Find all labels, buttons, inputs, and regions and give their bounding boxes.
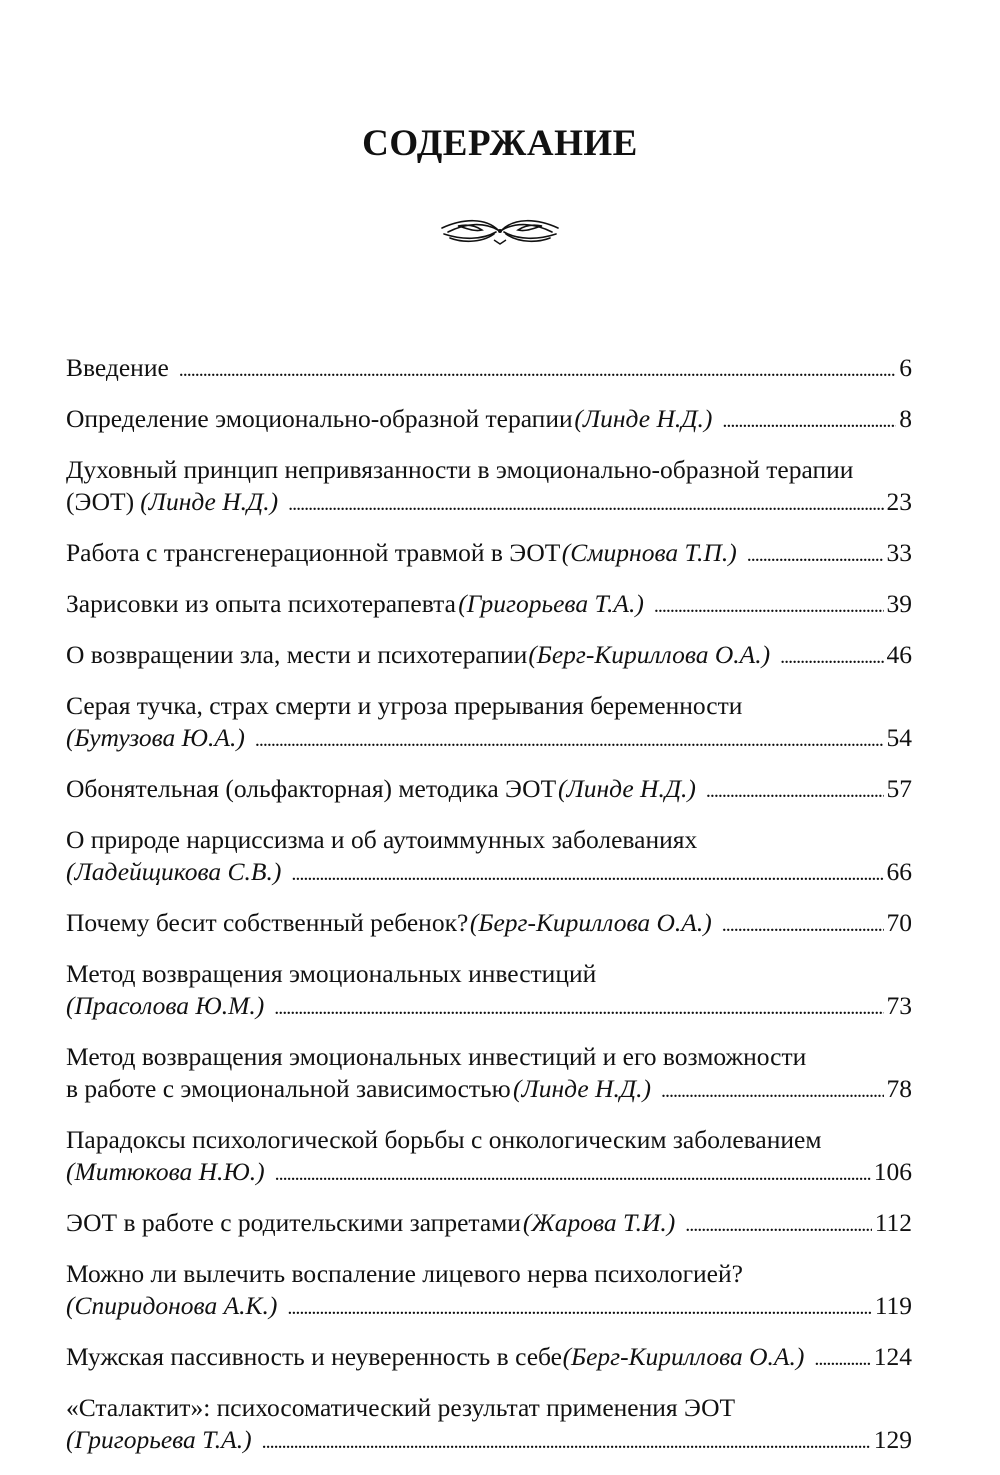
dot-leader xyxy=(288,486,883,520)
toc-entry-line xyxy=(66,907,912,941)
dot-leader xyxy=(179,352,896,386)
toc-entry-line xyxy=(66,537,912,571)
toc-page-number: 70 xyxy=(886,908,912,937)
toc-entry-line xyxy=(66,1258,912,1290)
toc-entry-title: Определение эмоционально-образной терапии xyxy=(66,404,573,433)
toc-entry-line xyxy=(66,856,912,890)
dot-leader xyxy=(274,990,883,1024)
toc-page-number: 112 xyxy=(874,1208,912,1237)
dot-leader xyxy=(287,1290,871,1324)
toc-entry-author: (Спиридонова А.К.) xyxy=(66,1291,278,1320)
toc-entry xyxy=(66,958,912,1024)
toc-entry-line xyxy=(66,722,912,756)
toc-page-number: 57 xyxy=(886,774,912,803)
toc-entry xyxy=(66,773,912,807)
toc-entry-line xyxy=(66,824,912,856)
toc-entry xyxy=(66,588,912,622)
toc-entry xyxy=(66,403,912,437)
toc-entry-line xyxy=(66,352,912,386)
dot-leader xyxy=(814,1341,870,1375)
toc-entry-title: «Сталактит»: психосоматический результат применения ЭОТ xyxy=(66,1393,736,1422)
toc-entry-author: (Митюкова Н.Ю.) xyxy=(66,1157,265,1186)
toc-page-number: 8 xyxy=(899,404,912,433)
toc-entry-line xyxy=(66,1124,912,1156)
toc-page-number: 39 xyxy=(886,589,912,618)
toc-entry-line xyxy=(66,958,912,990)
toc-entry-title: Зарисовки из опыта психотерапевта xyxy=(66,589,456,618)
toc-entry xyxy=(66,907,912,941)
toc-entry xyxy=(66,1341,912,1375)
toc-entry-line xyxy=(66,1041,912,1073)
toc-entry-line xyxy=(66,1290,912,1324)
toc-page-number: 6 xyxy=(899,353,912,382)
toc-entry-line xyxy=(66,1341,912,1375)
toc-entry-line xyxy=(66,454,912,486)
toc-entry xyxy=(66,1207,912,1241)
toc-entry-author: (Берг-Кириллова О.А.) xyxy=(562,1342,805,1371)
toc-entry-author: (Смирнова Т.П.) xyxy=(561,538,737,567)
toc-entry xyxy=(66,1124,912,1190)
toc-entry-author: (Прасолова Ю.М.) xyxy=(66,991,265,1020)
dot-leader xyxy=(685,1207,871,1241)
toc-entry-line xyxy=(66,1073,912,1107)
toc-entry-line xyxy=(66,1392,912,1424)
toc-entry-author: (Линде Н.Д.) xyxy=(557,774,696,803)
toc-entry-author: (Берг-Кириллова О.А.) xyxy=(528,640,771,669)
toc-entry-author: (Ладейщикова С.В.) xyxy=(66,857,282,886)
dot-leader xyxy=(706,773,884,807)
toc-page-number: 23 xyxy=(886,487,912,516)
toc-page-number: 106 xyxy=(873,1157,912,1186)
toc-entry-title: (ЭОТ) xyxy=(66,487,135,516)
toc-page-number: 119 xyxy=(874,1291,912,1320)
toc-entry-author: (Григорьева Т.А.) xyxy=(458,589,644,618)
toc-page-number: 33 xyxy=(886,538,912,567)
toc-entry-author: (Григорьева Т.А.) xyxy=(66,1425,252,1454)
toc-entry-author: (Линде Н.Д.) xyxy=(574,404,713,433)
toc-entry-title: О природе нарциссизма и об аутоиммунных заболеваниях xyxy=(66,825,698,854)
dot-leader xyxy=(722,403,896,437)
dot-leader xyxy=(780,639,883,673)
toc-entry-title: Духовный принцип непривязанности в эмоционально-образной терапии xyxy=(66,455,854,484)
toc-entry xyxy=(66,1041,912,1107)
toc-entry-title: Почему бесит собственный ребенок? xyxy=(66,908,469,937)
toc-entry-line xyxy=(66,588,912,622)
dot-leader xyxy=(661,1073,884,1107)
toc-entry xyxy=(66,690,912,756)
toc-entry xyxy=(66,454,912,520)
toc-entry-author: (Бутузова Ю.А.) xyxy=(66,723,245,752)
toc-entry-title: ЭОТ в работе с родительскими запретами xyxy=(66,1208,521,1237)
table-of-contents xyxy=(66,352,912,1475)
toc-page-number: 124 xyxy=(873,1342,912,1371)
toc-entry-author: (Жарова Т.И.) xyxy=(522,1208,676,1237)
toc-entry-line xyxy=(66,1156,912,1190)
toc-entry-line xyxy=(66,773,912,807)
toc-entry-title: Метод возвращения эмоциональных инвестиций и его возможности xyxy=(66,1042,807,1071)
toc-entry-line xyxy=(66,1424,912,1458)
toc-entry-author: (Линде Н.Д.) xyxy=(512,1074,651,1103)
toc-entry-title: Введение xyxy=(66,353,169,382)
toc-entry-title: О возвращении зла, мести и психотерапии xyxy=(66,640,528,669)
dot-leader xyxy=(654,588,884,622)
dot-leader xyxy=(722,907,884,941)
toc-entry-line xyxy=(66,690,912,722)
toc-entry xyxy=(66,1392,912,1458)
toc-entry xyxy=(66,639,912,673)
dot-leader xyxy=(255,722,884,756)
toc-entry xyxy=(66,824,912,890)
dot-leader xyxy=(262,1424,871,1458)
dot-leader xyxy=(291,856,883,890)
dot-leader xyxy=(747,537,884,571)
toc-entry-line xyxy=(66,486,912,520)
toc-page-number: 66 xyxy=(886,857,912,886)
page-title: СОДЕРЖАНИЕ xyxy=(362,123,638,164)
toc-entry-line xyxy=(66,639,912,673)
toc-entry-title: Метод возвращения эмоциональных инвестиций xyxy=(66,959,597,988)
toc-entry-line xyxy=(66,990,912,1024)
toc-page-number: 73 xyxy=(886,991,912,1020)
decorative-ornament-icon xyxy=(438,214,562,246)
toc-entry-title: Серая тучка, страх смерти и угроза прерывания беременности xyxy=(66,691,743,720)
toc-page-number: 46 xyxy=(886,640,912,669)
toc-entry-title: Мужская пассивность и неуверенность в себе xyxy=(66,1342,562,1371)
toc-page-number: 78 xyxy=(886,1074,912,1103)
toc-entry-author: (Линде Н.Д.) xyxy=(140,487,279,516)
toc-entry-line xyxy=(66,1207,912,1241)
toc-entry-title: Парадоксы психологической борьбы с онкологическим заболеванием xyxy=(66,1125,822,1154)
toc-entry-title: Обонятельная (ольфакторная) методика ЭОТ xyxy=(66,774,557,803)
dot-leader xyxy=(275,1156,871,1190)
toc-entry-title: Работа с трансгенерационной травмой в ЭОТ xyxy=(66,538,561,567)
toc-page-number: 54 xyxy=(886,723,912,752)
toc-entry-title: в работе с эмоциональной зависимостью xyxy=(66,1074,511,1103)
toc-entry-line xyxy=(66,403,912,437)
toc-entry-author: (Берг-Кириллова О.А.) xyxy=(469,908,712,937)
toc-entry xyxy=(66,352,912,386)
toc-entry xyxy=(66,537,912,571)
toc-page-number: 129 xyxy=(873,1425,912,1454)
toc-entry xyxy=(66,1258,912,1324)
toc-entry-title: Можно ли вылечить воспаление лицевого нерва психологией? xyxy=(66,1259,743,1288)
